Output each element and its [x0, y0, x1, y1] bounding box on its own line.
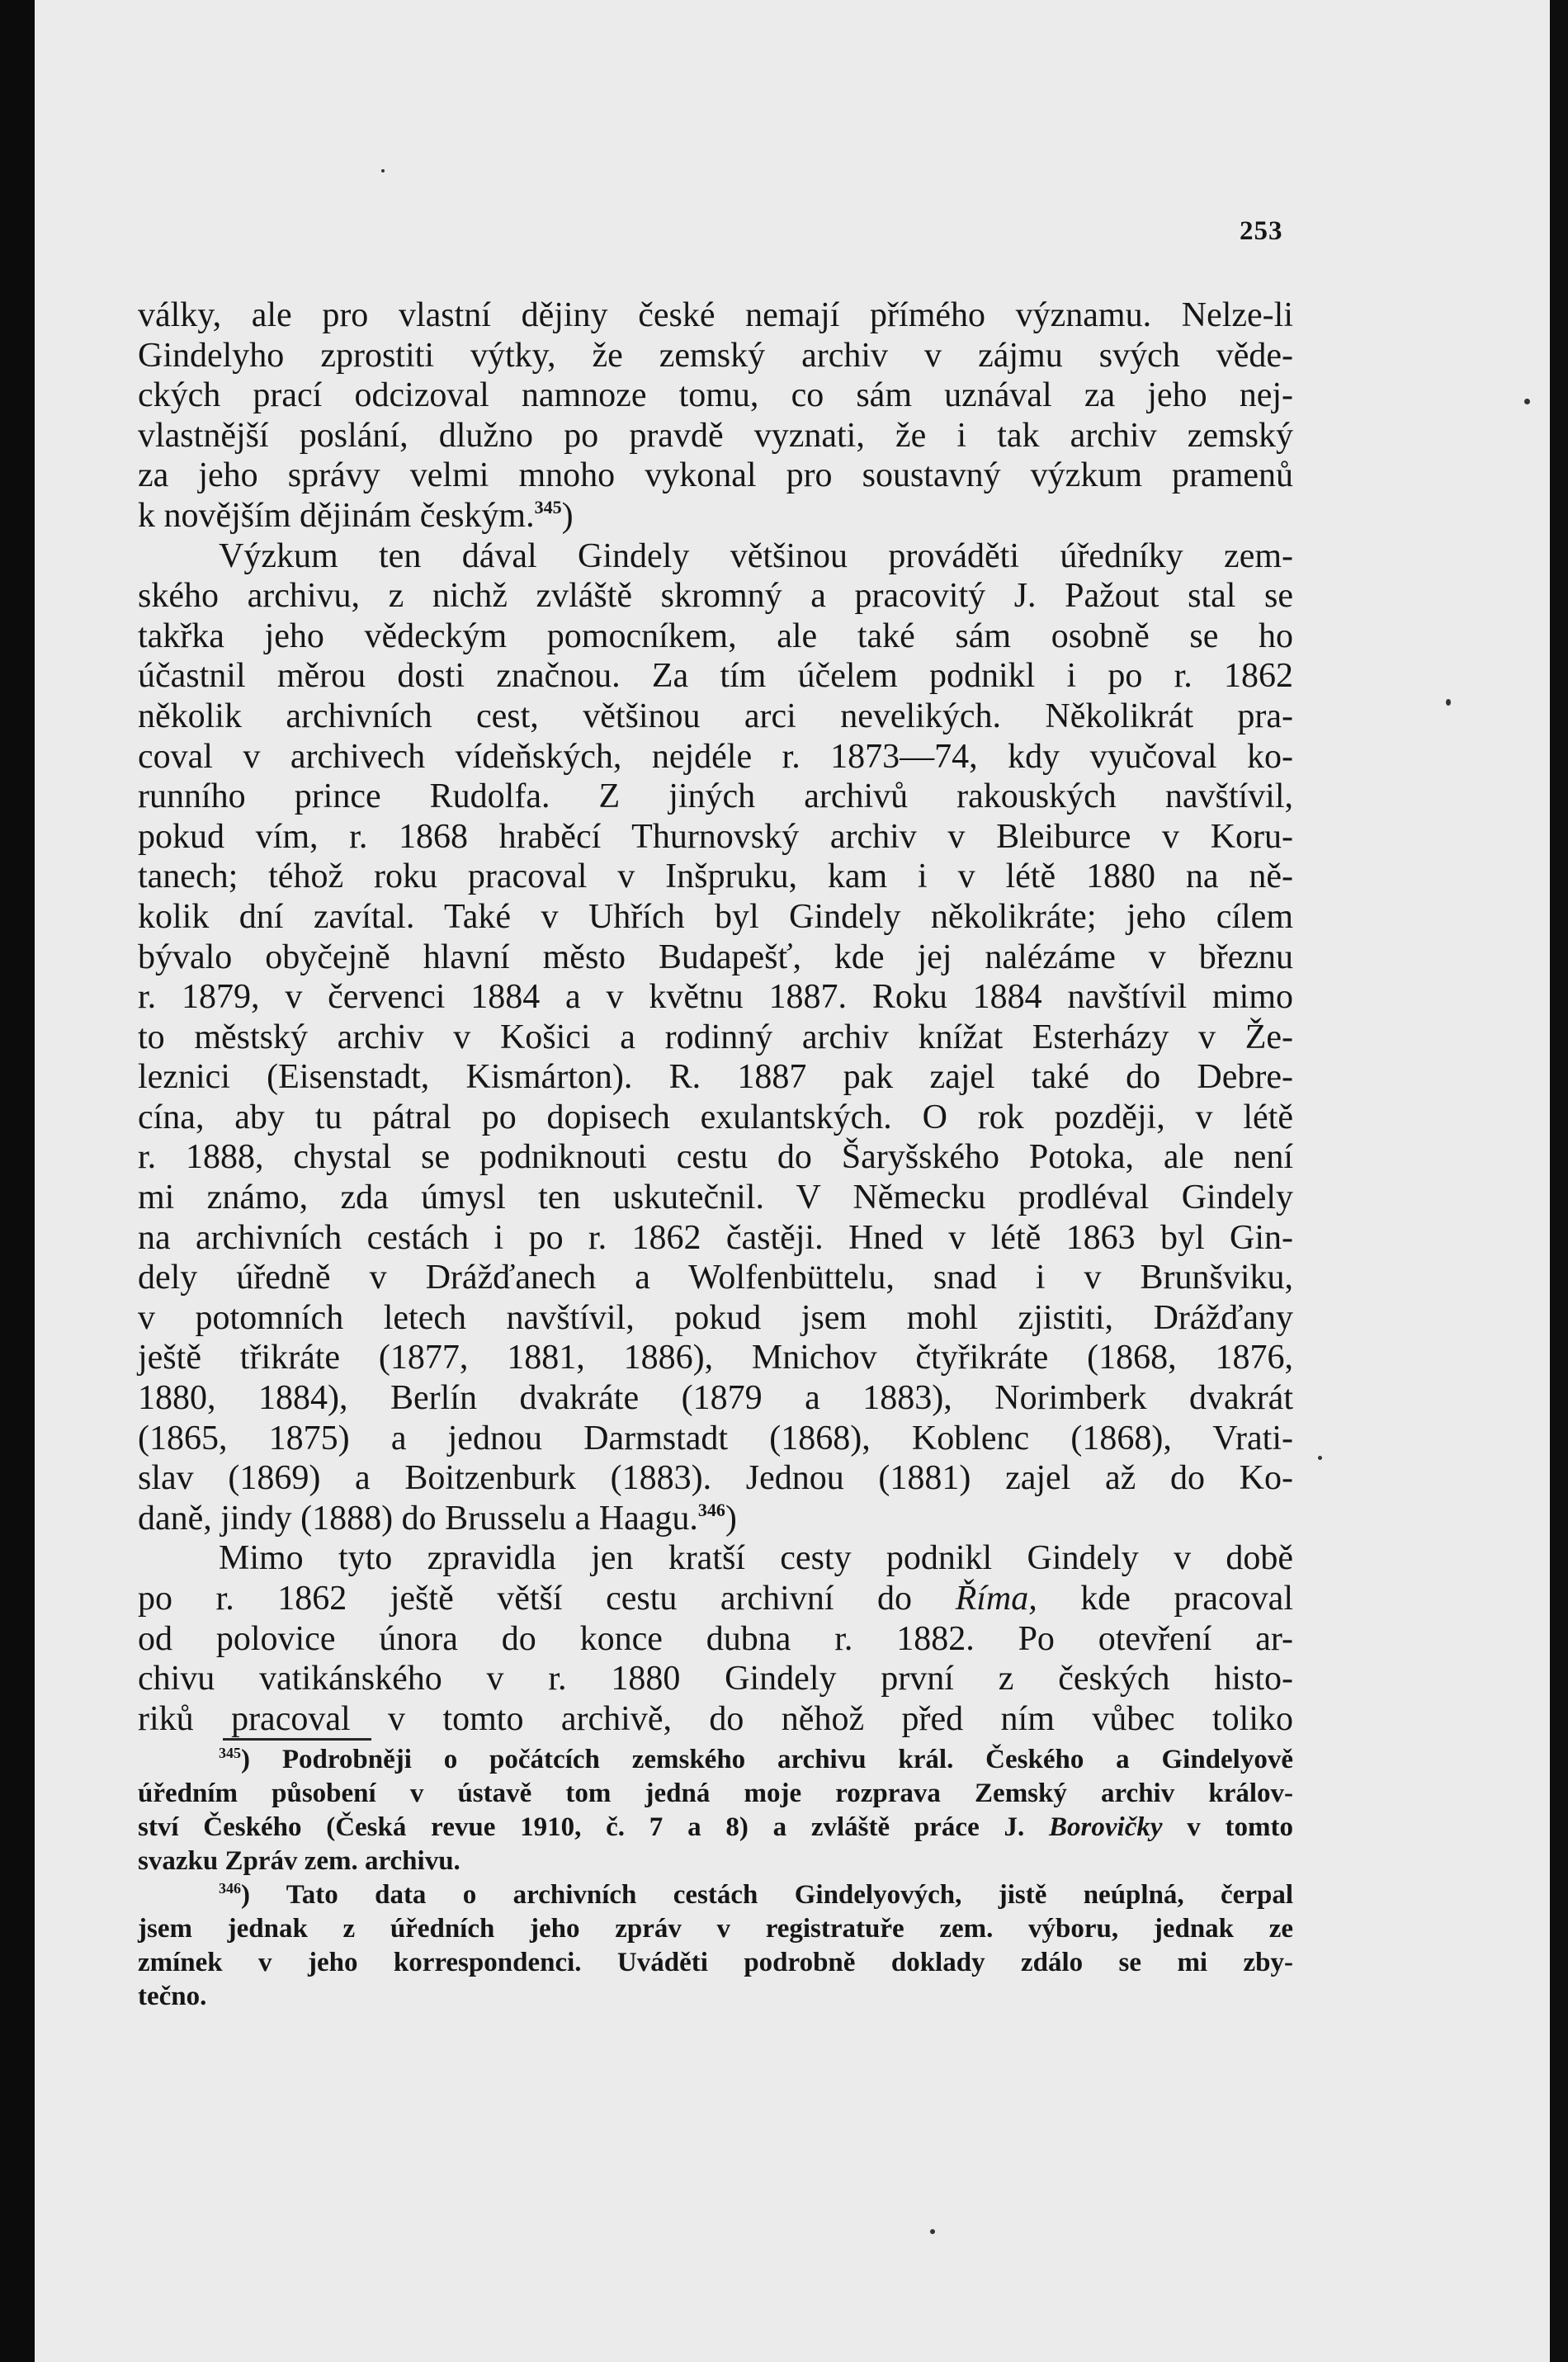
line-text: vlastnější poslání, dlužno po pravdě vyznati, že i tak archiv zemský	[138, 416, 1293, 455]
line-text: coval v archivech vídeňských, nejdéle r. 1873—74, kdy vyučoval ko-	[138, 737, 1293, 776]
footnote_lines-line: $^{346}$) Tato data o archivních cestách Gindelyových, jistě neúplná, čerpal	[219, 1880, 1293, 1910]
footnote_lines-line	[138, 1912, 1293, 1946]
document-page	[35, 0, 1550, 2362]
line-text: několik archivních cest, většinou arci nevelikých. Několikrát pra-	[138, 697, 1293, 735]
footnote_lines-line	[138, 1980, 1293, 2014]
line-text: války, ale pro vlastní dějiny české nemají přímého významu. Nelze-li	[138, 296, 1293, 334]
body_lines-line	[138, 1699, 1293, 1740]
body_lines-line	[138, 1499, 1293, 1539]
body_lines-line	[138, 938, 1293, 978]
body_lines-line	[138, 1258, 1293, 1298]
line-text: účastnil měrou dosti značnou. Za tím účelem podnikl i po r. 1862	[138, 657, 1293, 696]
body_lines-line	[138, 295, 1293, 336]
line-text: k novějším dějinám českým.	[138, 496, 535, 535]
line-tail: )	[725, 1499, 737, 1538]
line-text: runního prince Rudolfa. Z jiných archivů rakouských navštívil,	[138, 777, 1293, 816]
footnote-marker: 345	[219, 1745, 241, 1761]
line-text: zmínek v jeho korrespondenci. Uváděti podrobně doklady zdálo se mi zby-	[138, 1948, 1293, 1977]
body_lines-line	[138, 1098, 1293, 1138]
speck	[930, 2229, 935, 2234]
line-text: Podrobněji o počátcích zemského archivu král. Českého a Gindelyově	[281, 1745, 1293, 1774]
body_lines-line	[138, 1218, 1293, 1259]
line-text: chivu vatikánského v r. 1880 Gindely první z českých histo-	[138, 1660, 1293, 1698]
line-text: ství Českého (Česká revue 1910, č. 7 a 8) a zvláště práce J.	[138, 1812, 1050, 1842]
body_lines-line	[138, 336, 1293, 376]
line-text: Výzkum ten dával Gindely většinou prováděti úředníky zem-	[219, 536, 1293, 575]
footnote_lines-line	[138, 1811, 1293, 1845]
italic-text: Borovičky	[1049, 1812, 1163, 1842]
line-text: riků pracoval v tomto archivě, do něhož před ním vůbec toliko	[138, 1699, 1293, 1738]
line-text: to městský archiv v Košici a rodinný archiv knížat Esterházy v Že-	[138, 1018, 1293, 1056]
page-number: 253	[1240, 216, 1283, 246]
line-text: Tato data o archivních cestách Gindelyových, jistě neúplná, čerpal	[286, 1880, 1293, 1910]
footnote_lines-line: $^{345}$) Podrobněji o počátcích zemského archivu král. Českého a Gindelyově	[219, 1745, 1293, 1774]
body_lines-line	[138, 496, 1293, 536]
body_lines-line	[138, 1178, 1293, 1218]
line-text: ckých prací odcizoval namnoze tomu, co sám uznával za jeho nej-	[138, 376, 1293, 415]
line-text: ského archivu, z nichž zvláště skromný a pracovitý J. Pažout stal se	[138, 577, 1293, 616]
body_lines-line	[138, 1538, 1293, 1579]
body_lines-line	[138, 737, 1293, 777]
line-text: takřka jeho vědeckým pomocníkem, ale také sám osobně se ho	[138, 616, 1293, 655]
scan-edge	[1550, 0, 1568, 2362]
body_lines-line	[138, 897, 1293, 938]
line-tail: v tomto	[1162, 1812, 1294, 1842]
line-text: na archivních cestách i po r. 1862 častěji. Hned v létě 1863 byl Gin-	[138, 1218, 1293, 1257]
body_lines-line	[138, 1057, 1293, 1098]
line-text: úředním působení v ústavě tom jedná moje rozprava Zemský archiv králov-	[138, 1779, 1293, 1808]
body_lines-line	[138, 456, 1293, 496]
footnote-reference: 346	[697, 1499, 725, 1520]
body_lines-line	[138, 1338, 1293, 1378]
line-text: dely úředně v Drážďanech a Wolfenbüttelu, snad i v Brunšviku,	[138, 1259, 1293, 1297]
footnote_lines-line	[138, 1845, 1293, 1878]
body_lines-line	[138, 857, 1293, 897]
line-text: jsem jednak z úředních jeho zpráv v registratuře zem. výboru, jednak ze	[138, 1914, 1293, 1944]
speck	[1446, 699, 1451, 706]
line-text: od polovice února do konce dubna r. 1882. Po otevření ar-	[138, 1619, 1293, 1658]
speck	[1318, 1456, 1322, 1460]
line-text: (1865, 1875) a jednou Darmstadt (1868), Koblenc (1868), Vrati-	[138, 1419, 1293, 1457]
line-text: kolik dní zavítal. Také v Uhřích byl Gindely několikráte; jeho cílem	[138, 897, 1293, 936]
body_lines-line	[138, 616, 1293, 657]
italic-text: Říma,	[955, 1580, 1037, 1618]
body_lines-line	[138, 1419, 1293, 1459]
line-text: po r. 1862 ještě větší cestu archivní do	[138, 1580, 956, 1618]
body_lines-line	[138, 1018, 1293, 1058]
body_lines-line	[138, 1458, 1293, 1499]
body_lines-line	[138, 1619, 1293, 1660]
line-text: svazku Zpráv zem. archivu.	[138, 1846, 460, 1876]
body_lines-line	[138, 1298, 1293, 1339]
line-text: tanech; téhož roku pracoval v Inšpruku, kam i v létě 1880 na ně-	[138, 857, 1293, 896]
body_lines-line	[138, 777, 1293, 817]
speck	[381, 169, 385, 172]
body_lines-line	[138, 536, 1293, 577]
body_lines-line	[138, 1659, 1293, 1699]
footnotes	[138, 1743, 1293, 2014]
line-text: Gindelyho zprostiti výtky, že zemský archiv v zájmu svých věde-	[138, 336, 1293, 375]
body_lines-line	[138, 697, 1293, 737]
line-text: tečno.	[138, 1982, 207, 2011]
body_lines-line	[138, 1579, 1293, 1619]
line-text: mi známo, zda úmysl ten uskutečnil. V Německu prodléval Gindely	[138, 1179, 1293, 1217]
body_lines-line	[138, 376, 1293, 416]
line-text: v potomních letech navštívil, pokud jsem mohl zjistiti, Drážďany	[138, 1298, 1293, 1337]
body_lines-line	[138, 1137, 1293, 1178]
footnote_lines-line	[138, 1777, 1293, 1811]
body_lines-line	[138, 416, 1293, 456]
footnote-reference: 345	[534, 496, 562, 517]
speck	[1524, 399, 1530, 404]
line-text: r. 1879, v červenci 1884 a v květnu 1887. Roku 1884 navštívil mimo	[138, 978, 1293, 1017]
body_lines-line	[138, 656, 1293, 697]
footnote-marker: 346	[219, 1880, 241, 1897]
line-text: ještě třikráte (1877, 1881, 1886), Mnichov čtyřikráte (1868, 1876,	[138, 1339, 1293, 1377]
line-text: slav (1869) a Boitzenburk (1883). Jednou (1881) zajel až do Ko-	[138, 1459, 1293, 1498]
body_lines-line	[138, 817, 1293, 857]
body-text	[138, 295, 1293, 1739]
line-text: cína, aby tu pátral po dopisech exulantských. O rok později, v létě	[138, 1098, 1293, 1136]
line-text: leznici (Eisenstadt, Kismárton). R. 1887 pak zajel také do Debre-	[138, 1058, 1293, 1097]
body_lines-line	[138, 576, 1293, 616]
body_lines-line	[138, 977, 1293, 1018]
line-tail: kde pracoval	[1037, 1580, 1293, 1618]
line-text: bývalo obyčejně hlavní město Budapešť, kde jej nalézáme v březnu	[138, 938, 1293, 976]
line-text: pokud vím, r. 1868 hraběcí Thurnovský archiv v Bleiburce v Koru-	[138, 817, 1293, 856]
line-text: Mimo tyto zpravidla jen kratší cesty podnikl Gindely v době	[219, 1539, 1293, 1578]
footnote-rule	[223, 1738, 371, 1741]
footnote_lines-line	[138, 1946, 1293, 1980]
line-tail: )	[561, 496, 574, 535]
line-text: za jeho správy velmi mnoho vykonal pro soustavný výzkum pramenů	[138, 456, 1293, 495]
line-text: r. 1888, chystal se podniknouti cestu do Šaryšského Potoka, ale není	[138, 1138, 1293, 1177]
body_lines-line	[138, 1378, 1293, 1419]
line-text: 1880, 1884), Berlín dvakráte (1879 a 1883), Norimberk dvakrát	[138, 1379, 1293, 1418]
line-text: daně, jindy (1888) do Brusselu a Haagu.	[138, 1499, 698, 1538]
